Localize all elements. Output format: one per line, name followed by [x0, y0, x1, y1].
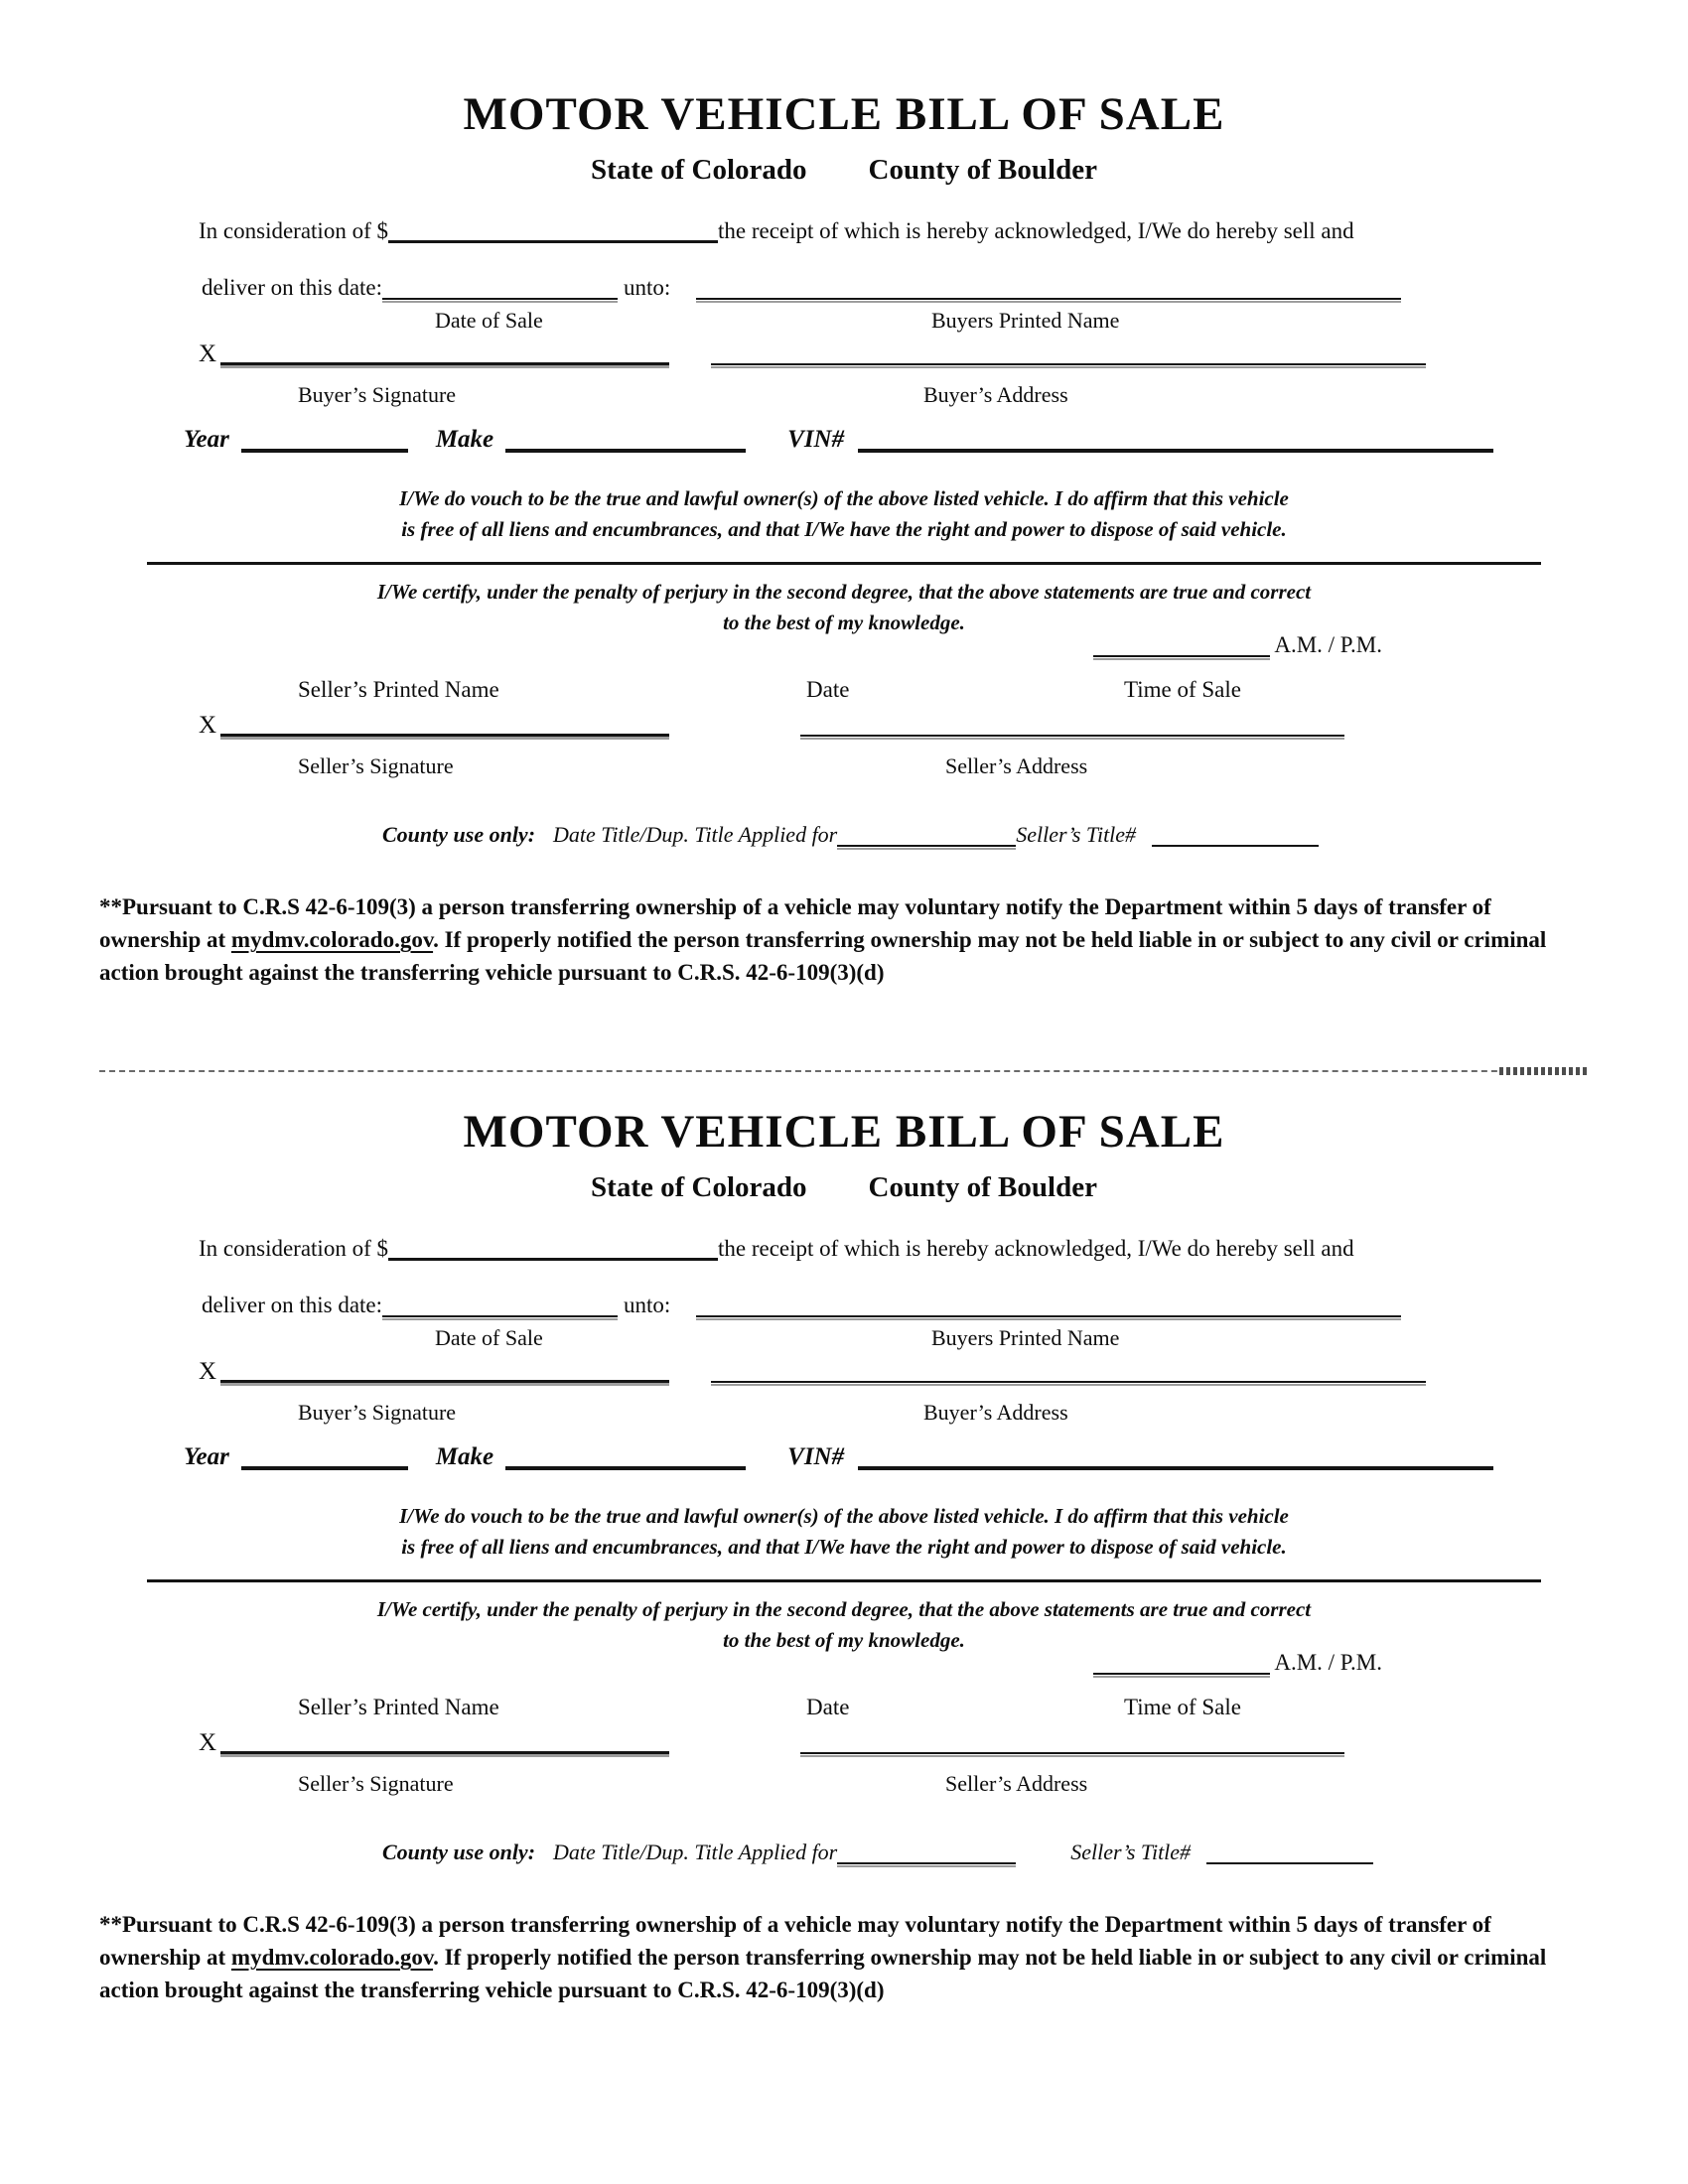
deliver-labels-row — [0, 304, 1688, 334]
am-pm-label: A.M. / P.M. — [1274, 1650, 1382, 1675]
time-of-sale-field[interactable] — [1093, 655, 1270, 657]
form-subtitle — [0, 1173, 1688, 1202]
horizontal-rule — [147, 562, 1541, 565]
seller-signature-field[interactable] — [220, 1751, 669, 1754]
certify-line2: to the best of my knowledge. — [723, 611, 965, 634]
bill-of-sale-copy-2 — [0, 1018, 1688, 2090]
seller-address-field[interactable] — [800, 1752, 1344, 1754]
seller-address-label: Seller’s Address — [945, 1771, 1088, 1796]
unto-label: unto: — [624, 1293, 671, 1317]
certify-statement — [0, 1594, 1688, 1656]
form-subtitle — [0, 156, 1688, 185]
time-of-sale-row — [0, 1650, 1688, 1676]
county-use-row — [0, 1841, 1688, 1865]
county-use-only-label: County use only: — [382, 1840, 536, 1864]
year-label: Year — [184, 1443, 229, 1470]
buyer-address-label: Buyer’s Address — [923, 382, 1068, 407]
title-applied-for-field[interactable] — [837, 845, 1016, 847]
seller-signature-label: Seller’s Signature — [298, 1771, 454, 1796]
deliver-row — [0, 1293, 1688, 1318]
certify-line2: to the best of my knowledge. — [723, 1628, 965, 1652]
seller-address-field[interactable] — [800, 735, 1344, 737]
legal-notice — [99, 1908, 1584, 2006]
buyer-address-label: Buyer’s Address — [923, 1400, 1068, 1425]
seller-x-mark: X — [199, 1729, 217, 1756]
vouch-line1: I/We do vouch to be the true and lawful owner(s) of the above listed vehicle. I do affirm that this vehicle — [399, 1504, 1289, 1528]
county-use-only-label: County use only: — [382, 822, 536, 847]
date-of-sale-label: Date of Sale — [435, 1325, 543, 1350]
vouch-line2: is free of all liens and encumbrances, and that I/We have the right and power to dispose of said vehicle. — [401, 1535, 1287, 1559]
vin-label: VIN# — [787, 1443, 845, 1470]
buyer-x-mark: X — [199, 1358, 217, 1385]
vouch-line1: I/We do vouch to be the true and lawful owner(s) of the above listed vehicle. I do affirm that this vehicle — [399, 486, 1289, 510]
deliver-labels-row — [0, 1321, 1688, 1351]
vouch-statement — [0, 483, 1688, 545]
buyer-address-field[interactable] — [711, 363, 1426, 365]
vin-label: VIN# — [787, 426, 845, 453]
sellers-title-number-label: Seller’s Title# — [1016, 822, 1137, 847]
consideration-amount-field[interactable] — [388, 1258, 718, 1261]
bill-of-sale-copy-1 — [0, 0, 1688, 1072]
time-of-sale-label: Time of Sale — [1124, 677, 1241, 702]
seller-printed-name-label: Seller’s Printed Name — [298, 677, 499, 702]
certify-line1: I/We certify, under the penalty of perjury in the second degree, that the above statements are true and correct — [376, 580, 1312, 604]
legal-text-part1: **Pursuant to C.R.S 42-6-109(3) a person transferring ownership of a vehicle may voluntary notify the Department within 5 days of transfer of ownership at — [99, 894, 1491, 952]
buyer-signature-label: Buyer’s Signature — [298, 382, 457, 407]
buyer-x-mark: X — [199, 341, 217, 367]
legal-notice — [99, 890, 1584, 989]
buyers-printed-name-field[interactable] — [696, 298, 1401, 300]
date-of-sale-field[interactable] — [382, 1315, 618, 1317]
buyers-printed-name-label: Buyers Printed Name — [931, 1325, 1120, 1350]
buyer-signature-field[interactable] — [220, 1380, 669, 1383]
subtitle-county: County of Boulder — [868, 154, 1097, 186]
vouch-line2: is free of all liens and encumbrances, and that I/We have the right and power to dispose of said vehicle. — [401, 517, 1287, 541]
buyer-address-field[interactable] — [711, 1381, 1426, 1383]
sellers-title-number-field[interactable] — [1206, 1862, 1373, 1864]
seller-labels-row — [0, 673, 1688, 703]
buyer-labels-row — [0, 378, 1688, 408]
consideration-row — [0, 1236, 1688, 1262]
unto-label: unto: — [624, 275, 671, 300]
date-label: Date — [806, 1695, 850, 1719]
deliver-row — [0, 275, 1688, 301]
horizontal-rule — [147, 1579, 1541, 1582]
date-of-sale-label: Date of Sale — [435, 308, 543, 333]
buyers-printed-name-label: Buyers Printed Name — [931, 308, 1120, 333]
time-of-sale-field[interactable] — [1093, 1673, 1270, 1675]
consideration-suffix: the receipt of which is hereby acknowledged, I/We do hereby sell and — [717, 1236, 1354, 1261]
seller-printed-name-label: Seller’s Printed Name — [298, 1695, 499, 1719]
county-use-row — [0, 823, 1688, 848]
make-label: Make — [435, 426, 494, 453]
legal-text-part2: . If properly notified the person transferring ownership may not be held liable in or subject to any civil or criminal action brought against the transferring vehicle pursuant to C.R.S. 42-6-109(3)(d) — [99, 1945, 1547, 2002]
seller-sign-labels-row — [0, 1767, 1688, 1797]
make-label: Make — [435, 1443, 494, 1470]
make-field[interactable] — [505, 1466, 746, 1470]
form-header — [0, 88, 1688, 140]
seller-signature-row — [0, 713, 1688, 738]
deliver-prefix: deliver on this date: — [202, 275, 383, 300]
date-of-sale-field[interactable] — [382, 298, 618, 300]
seller-x-mark: X — [199, 712, 217, 739]
year-field[interactable] — [241, 1466, 408, 1470]
vin-field[interactable] — [858, 1466, 1493, 1470]
title-applied-for-label: Date Title/Dup. Title Applied for — [553, 822, 838, 847]
seller-labels-row — [0, 1691, 1688, 1720]
vouch-statement — [0, 1501, 1688, 1563]
am-pm-label: A.M. / P.M. — [1274, 632, 1382, 657]
buyers-printed-name-field[interactable] — [696, 1315, 1401, 1317]
consideration-prefix: In consideration of $ — [199, 218, 388, 243]
year-field[interactable] — [241, 449, 408, 453]
dmv-website-link[interactable]: mydmv.colorado.gov — [230, 927, 434, 952]
seller-signature-label: Seller’s Signature — [298, 753, 454, 778]
date-label: Date — [806, 677, 850, 702]
subtitle-county: County of Boulder — [868, 1171, 1097, 1203]
county-gap-spacer — [1016, 1864, 1070, 1865]
subtitle-state: State of Colorado — [591, 154, 807, 186]
consideration-suffix: the receipt of which is hereby acknowledged, I/We do hereby sell and — [717, 218, 1354, 243]
dmv-website-link[interactable]: mydmv.colorado.gov — [230, 1945, 434, 1970]
buyer-signature-label: Buyer’s Signature — [298, 1400, 457, 1425]
consideration-prefix: In consideration of $ — [199, 1236, 388, 1261]
seller-address-label: Seller’s Address — [945, 753, 1088, 778]
consideration-amount-field[interactable] — [388, 240, 718, 243]
vehicle-row — [0, 1443, 1688, 1471]
subtitle-state: State of Colorado — [591, 1171, 807, 1203]
buyer-labels-row — [0, 1396, 1688, 1426]
seller-signature-row — [0, 1730, 1688, 1755]
sellers-title-number-field[interactable] — [1152, 845, 1319, 847]
deliver-prefix: deliver on this date: — [202, 1293, 383, 1317]
sellers-title-number-label: Seller’s Title# — [1070, 1840, 1192, 1864]
certify-statement — [0, 577, 1688, 638]
legal-text-part1: **Pursuant to C.R.S 42-6-109(3) a person transferring ownership of a vehicle may voluntary notify the Department within 5 days of transfer of ownership at — [99, 1912, 1491, 1970]
buyer-signature-field[interactable] — [220, 362, 669, 365]
form-header — [0, 1106, 1688, 1158]
title-applied-for-field[interactable] — [837, 1862, 1016, 1864]
vehicle-row — [0, 426, 1688, 454]
certify-line1: I/We certify, under the penalty of perjury in the second degree, that the above statements are true and correct — [376, 1597, 1312, 1621]
form-title: MOTOR VEHICLE BILL OF SALE — [463, 1106, 1225, 1158]
seller-sign-labels-row — [0, 750, 1688, 779]
buyer-signature-row — [0, 341, 1688, 366]
vin-field[interactable] — [858, 449, 1493, 453]
buyer-signature-row — [0, 1359, 1688, 1384]
make-field[interactable] — [505, 449, 746, 453]
seller-signature-field[interactable] — [220, 734, 669, 737]
consideration-row — [0, 218, 1688, 244]
form-title: MOTOR VEHICLE BILL OF SALE — [463, 88, 1225, 140]
legal-text-part2: . If properly notified the person transferring ownership may not be held liable in or subject to any civil or criminal action brought against the transferring vehicle pursuant to C.R.S. 42-6-109(3)(d) — [99, 927, 1547, 985]
title-applied-for-label: Date Title/Dup. Title Applied for — [553, 1840, 838, 1864]
year-label: Year — [184, 426, 229, 453]
time-of-sale-label: Time of Sale — [1124, 1695, 1241, 1719]
time-of-sale-row — [0, 632, 1688, 658]
